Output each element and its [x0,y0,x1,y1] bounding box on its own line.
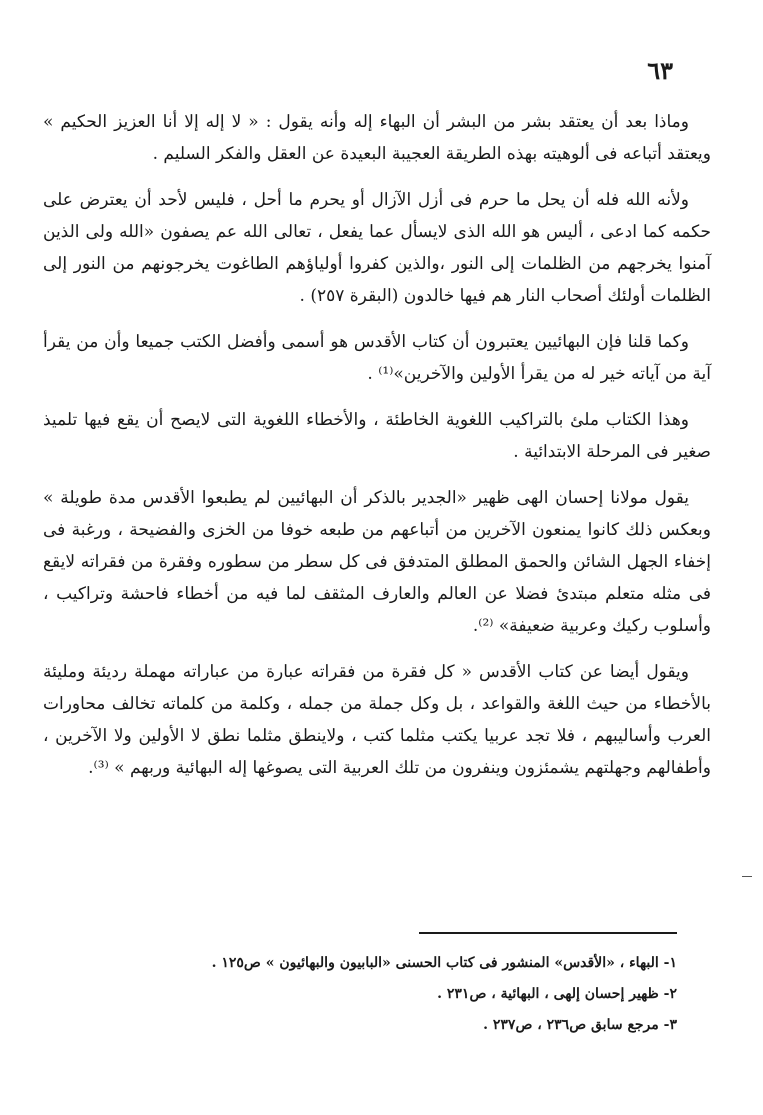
main-text [43,106,711,798]
page-number: ٦٣ [647,56,673,85]
paragraph-6: ويقول أيضا عن كتاب الأقدس « كل فقرة من فقراته عبارة من عباراته مهملة رديئة ومليئة بالأخطاء من حيث اللغة والقواعد ، بل وكل جملة من جمله ، وكلمة من كلماته تخالف محاورات العرب وأساليبهم ، فلا تجد عربيا يكتب مثلما كتب ، ولاينطق مثلما نطق لا الأولين ولا الآخرين ، وأطفالهم وجهلتهم يشمئزون وينفرون من تلك العربية التى يصوغها إله البهائية وربهم » ⁽³⁾. [43,662,711,778]
paragraph-2: ولأنه الله فله أن يحل ما حرم فى أزل الآزال أو يحرم ما أحل ، فليس لأحد أن يعترض على حكمه كما ادعى ، أليس هو الله الذى لايسأل عما يفعل ، تعالى الله عم يصفون «الله ولى الذين آمنوا يخرجهم من الظلمات إلى النور ،والذين كفروا أولياؤهم الطاغوت يخرجونهم من النور إلى الظلمات أولئك أصحاب النار هم فيها خالدون (البقرة ٢٥٧) . [43,190,711,306]
footnote-3: ٣- مرجع سابق ص٢٣٦ ، ص٢٣٧ . [483,1017,677,1033]
footnotes [57,948,677,1041]
footnote-2: ٢- ظهير إحسان إلهى ، البهائية ، ص٢٣١ . [437,986,677,1002]
margin-tick [742,876,752,877]
paragraph-1: وماذا بعد أن يعتقد بشر من البشر أن البهاء إله وأنه يقول : « لا إله إلا أنا العزيز الحكيم » ويعتقد أتباعه فى ألوهيته بهذه الطريقة العجيبة البعيدة عن العقل والفكر السليم . [43,112,711,164]
footnote-1: ١- البهاء ، «الأقدس» المنشور فى كتاب الحسنى «البابيون والبهائيون » ص١٢٥ . [211,955,677,971]
paragraph-3: وكما قلنا فإن البهائيين يعتبرون أن كتاب الأقدس هو أسمى وأفضل الكتب جميعا وأن من يقرأ آية من آياته خير له من يقرأ الأولين والآخرين»⁽¹⁾ . [43,332,711,384]
paragraph-5: يقول مولانا إحسان الهى ظهير «الجدير بالذكر أن البهائيين لم يطبعوا الأقدس مدة طويلة » وبعكس ذلك كانوا يمنعون الآخرين من أتباعهم من طبعه خوفا من الخزى والفضيحة ، ورغبة فى إخفاء الجهل الشائن والحمق المطلق المتدفق فى كل سطر من سطوره وفقرة من فقراته لايقع فى مثله متعلم مبتدئ فضلا عن العالم والعارف المثقف لما فيه من أخطاء فاحشة وتراكيب ، وأسلوب ركيك وعربية ضعيفة» ⁽²⁾. [43,488,711,636]
footnote-separator [419,932,677,934]
paragraph-4: وهذا الكتاب ملئ بالتراكيب اللغوية الخاطئة ، والأخطاء اللغوية التى لايصح أن يقع فيها تلميذ صغير فى المرحلة الابتدائية . [43,410,711,462]
